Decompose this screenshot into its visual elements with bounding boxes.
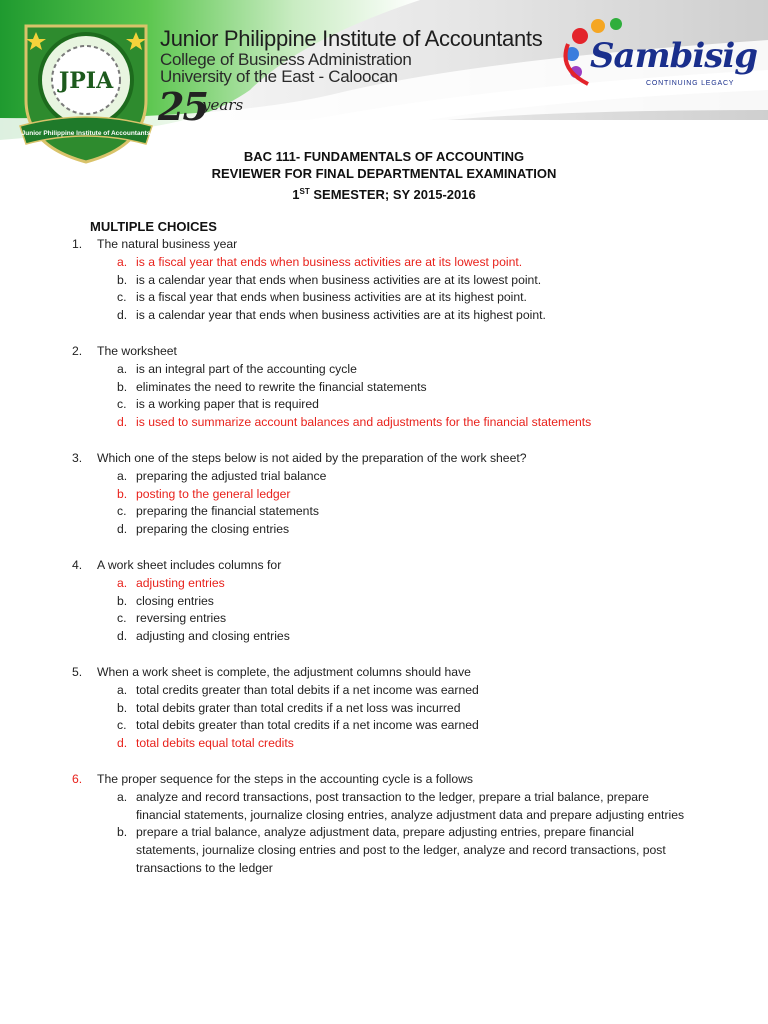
question-item xyxy=(72,771,692,878)
seal-ribbon-text: Junior Philippine Institute of Accountants xyxy=(21,130,151,137)
question-text: When a work sheet is complete, the adjustment columns should have xyxy=(97,664,471,679)
question-text: The worksheet xyxy=(97,343,177,358)
doc-title-reviewer: REVIEWER FOR FINAL DEPARTMENTAL EXAMINATION xyxy=(211,166,557,181)
option-text: preparing the adjusted trial balance xyxy=(136,468,327,483)
anniversary-word: years xyxy=(202,96,244,114)
answer-option xyxy=(117,289,692,307)
question-text: Which one of the steps below is not aided by the preparation of the work sheet? xyxy=(97,450,527,465)
option-text: total debits equal total credits xyxy=(136,736,294,751)
university-name: University of the East - Caloocan xyxy=(160,67,398,86)
question-stem xyxy=(72,450,692,468)
semester-text: SEMESTER; SY 2015-2016 xyxy=(309,187,476,202)
option-letter: a. xyxy=(117,789,128,804)
semester-suffix: ST xyxy=(299,187,310,196)
answer-option-correct xyxy=(117,575,692,593)
answer-option xyxy=(117,682,692,700)
answer-option-correct xyxy=(117,486,692,504)
anniversary-mark xyxy=(158,84,268,129)
org-name: Junior Philippine Institute of Accountants xyxy=(160,26,543,51)
answer-option xyxy=(117,824,692,877)
question-stem xyxy=(72,343,692,361)
option-letter: a. xyxy=(117,682,128,697)
question-number: 6. xyxy=(72,771,83,786)
answer-option xyxy=(117,610,692,628)
question-item xyxy=(72,343,692,432)
answer-option-correct xyxy=(117,735,692,753)
question-number: 4. xyxy=(72,557,83,572)
question-number: 3. xyxy=(72,450,83,465)
option-text: prepare a trial balance, analyze adjustment data, prepare adjusting entries, prepare financial statements, journalize closing entries and post to the ledger, analyze and record transactions, post transactions to the ledger xyxy=(136,825,666,875)
question-stem xyxy=(72,236,692,254)
option-letter: d. xyxy=(117,629,128,644)
answer-option-correct xyxy=(117,414,692,432)
option-letter: b. xyxy=(117,593,128,608)
question-item xyxy=(72,236,692,325)
question-item xyxy=(72,664,692,753)
anniversary-number: 25 xyxy=(158,84,207,129)
option-text: closing entries xyxy=(136,593,214,608)
answer-option xyxy=(117,789,692,825)
answer-option xyxy=(117,272,692,290)
option-text: analyze and record transactions, post transaction to the ledger, prepare a trial balance, prepare financial statements, journalize closing entries, analyze adjustment data and prepare adjusting entries xyxy=(136,789,685,822)
question-list xyxy=(72,236,692,896)
sambisig-logo-word: Sambisig xyxy=(590,36,758,76)
option-text: total debits greater than total credits if a net income was earned xyxy=(136,718,479,733)
answer-option xyxy=(117,379,692,397)
option-letter: c. xyxy=(117,718,127,733)
seal-monogram: JPIA xyxy=(58,68,114,94)
option-text: reversing entries xyxy=(136,611,227,626)
option-letter: c. xyxy=(117,611,127,626)
option-text: is an integral part of the accounting cycle xyxy=(136,361,357,376)
option-letter: c. xyxy=(117,397,127,412)
college-name: College of Business Administration xyxy=(160,50,412,69)
option-text: posting to the general ledger xyxy=(136,486,291,501)
option-letter: c. xyxy=(117,504,127,519)
option-text: total debits grater than total credits if a net loss was incurred xyxy=(136,700,461,715)
option-letter: b. xyxy=(117,825,128,840)
question-text: The natural business year xyxy=(97,237,238,251)
answer-option xyxy=(117,521,692,539)
option-text: is a working paper that is required xyxy=(136,397,319,412)
answer-option xyxy=(117,361,692,379)
option-text: total credits greater than total debits if a net income was earned xyxy=(136,682,479,697)
semester-number: 1 xyxy=(292,187,300,202)
option-text: eliminates the need to rewrite the financial statements xyxy=(136,379,427,394)
option-letter: d. xyxy=(117,308,128,323)
answer-option xyxy=(117,700,692,718)
question-stem xyxy=(72,557,692,575)
answer-option xyxy=(117,468,692,486)
option-letter: b. xyxy=(117,700,128,715)
question-number: 1. xyxy=(72,237,83,251)
option-text: is a fiscal year that ends when business activities are at its lowest point. xyxy=(136,254,523,269)
sambisig-tagline: CONTINUING LEGACY xyxy=(646,80,735,87)
option-letter: a. xyxy=(117,575,128,590)
option-text: is a fiscal year that ends when business activities are at its highest point. xyxy=(136,290,527,305)
option-text: preparing the closing entries xyxy=(136,522,290,537)
question-text: The proper sequence for the steps in the accounting cycle is a follows xyxy=(97,771,473,786)
option-letter: d. xyxy=(117,736,128,751)
answer-option xyxy=(117,396,692,414)
question-item xyxy=(72,557,692,646)
option-text: is a calendar year that ends when business activities are at its highest point. xyxy=(136,308,546,323)
option-letter: a. xyxy=(117,361,128,376)
answer-option xyxy=(117,628,692,646)
question-item xyxy=(72,450,692,539)
option-letter: d. xyxy=(117,522,128,537)
option-text: is a calendar year that ends when business activities are at its lowest point. xyxy=(136,272,542,287)
option-letter: d. xyxy=(117,415,128,430)
doc-title-semester xyxy=(0,183,768,203)
doc-title-course: BAC 111- FUNDAMENTALS OF ACCOUNTING xyxy=(243,149,525,164)
option-letter: a. xyxy=(117,468,128,483)
answer-option xyxy=(117,503,692,521)
question-stem xyxy=(72,771,692,789)
question-stem xyxy=(72,664,692,682)
option-letter: a. xyxy=(117,254,128,269)
answer-option xyxy=(117,593,692,611)
option-letter: b. xyxy=(117,379,128,394)
answer-option xyxy=(117,307,692,325)
option-text: is used to summarize account balances and adjustments for the financial statements xyxy=(136,415,592,430)
option-letter: b. xyxy=(117,272,128,287)
answer-option xyxy=(117,717,692,735)
option-letter: b. xyxy=(117,486,128,501)
question-text: A work sheet includes columns for xyxy=(97,557,282,572)
option-text: adjusting and closing entries xyxy=(136,629,290,644)
question-number: 5. xyxy=(72,664,83,679)
section-heading: MULTIPLE CHOICES xyxy=(90,219,217,234)
option-text: preparing the financial statements xyxy=(136,504,319,519)
jpia-seal-logo xyxy=(12,8,160,166)
answer-option-correct xyxy=(117,254,692,272)
option-letter: c. xyxy=(117,290,127,305)
option-text: adjusting entries xyxy=(136,575,225,590)
question-number: 2. xyxy=(72,343,83,358)
